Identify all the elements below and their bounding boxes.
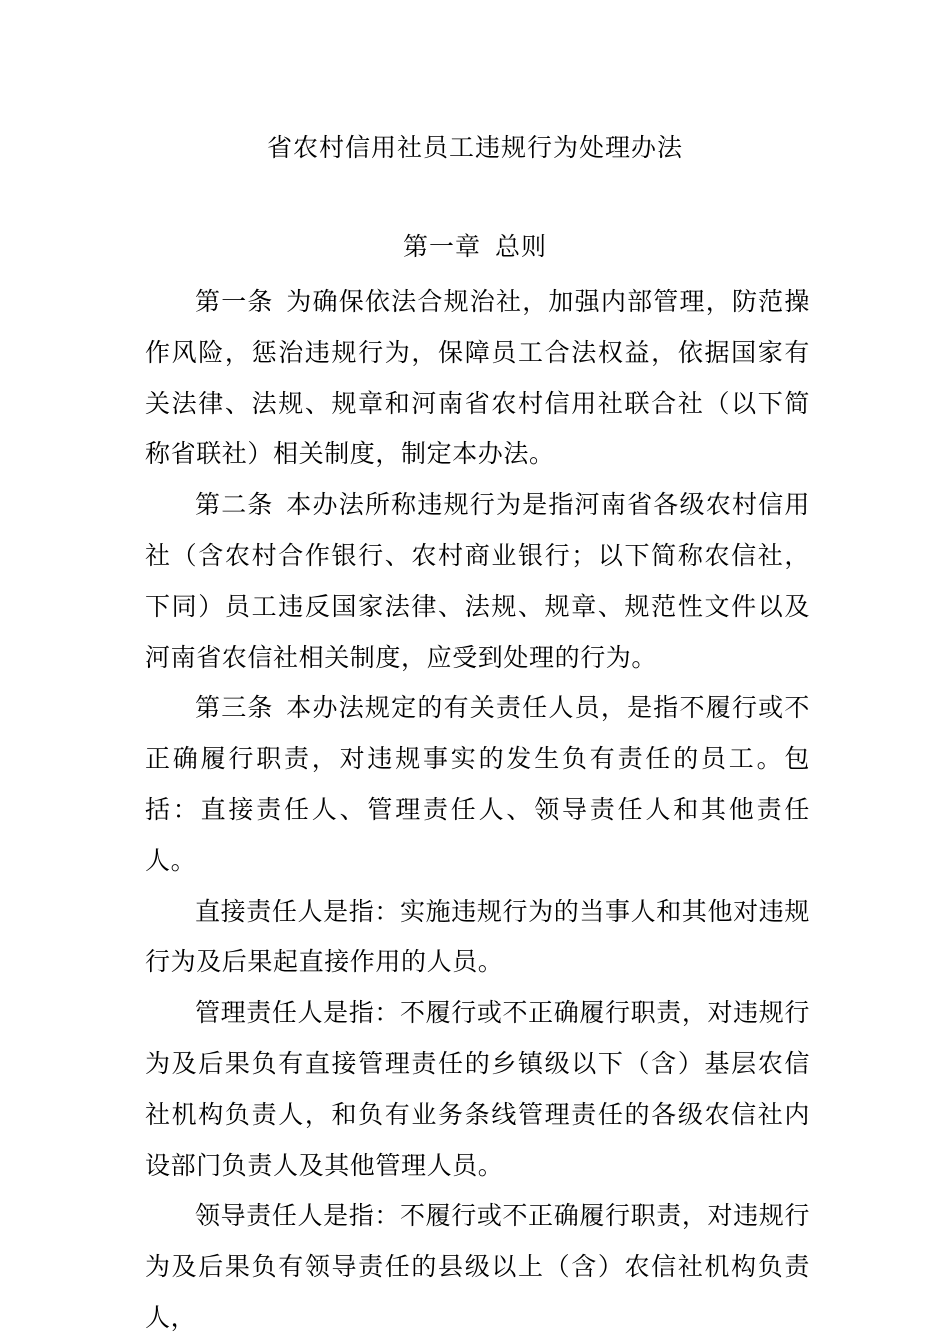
article-text: 本办法规定的有关责任人员，是指不履行或不正确履行职责，对违规事实的发生负有责任的员工。包括：直接责任人、管理责任人、领导责任人和其他责任人。 — [145, 693, 810, 875]
document-title: 省农村信用社员工违规行为处理办法 — [266, 133, 683, 162]
article-3 — [145, 683, 810, 886]
chapter-name: 总则 — [495, 232, 548, 261]
paragraph-text: 管理责任人是指：不履行或不正确履行职责，对违规行为及后果负有直接管理责任的乡镇级以下（含）基层农信社机构负责人，和负有业务条线管理责任的各级农信社内设部门负责人及其他管理人员。 — [145, 998, 810, 1180]
paragraph-text: 直接责任人是指：实施违规行为的当事人和其他对违规行为及后果起直接作用的人员。 — [145, 896, 810, 977]
article-2 — [145, 480, 810, 683]
chapter-number: 第一章 — [402, 232, 481, 261]
article-number: 第二条 — [195, 490, 274, 520]
paragraph-direct-responsibility — [145, 887, 810, 989]
article-1 — [145, 277, 810, 480]
article-text: 为确保依法合规治社，加强内部管理，防范操作风险，惩治违规行为，保障员工合法权益，依据国家有关法律、法规、规章和河南省农村信用社联合社（以下简称省联社）相关制度，制定本办法。 — [145, 287, 810, 469]
chapter-heading — [0, 227, 950, 267]
paragraph-leadership-responsibility — [145, 1191, 810, 1343]
article-number: 第一条 — [195, 287, 274, 316]
paragraph-management-responsibility — [145, 988, 810, 1191]
document-body — [145, 277, 810, 1344]
article-text: 本办法所称违规行为是指河南省各级农村信用社（含农村合作银行、农村商业银行；以下简称农信社，下同）员工违反国家法律、法规、规章、规范性文件以及河南省农信社相关制度，应受到处理的行为。 — [145, 490, 810, 672]
article-number: 第三条 — [195, 693, 274, 723]
paragraph-text: 领导责任人是指：不履行或不正确履行职责，对违规行为及后果负有领导责任的县级以上（含）农信社机构负责人， — [145, 1201, 810, 1332]
